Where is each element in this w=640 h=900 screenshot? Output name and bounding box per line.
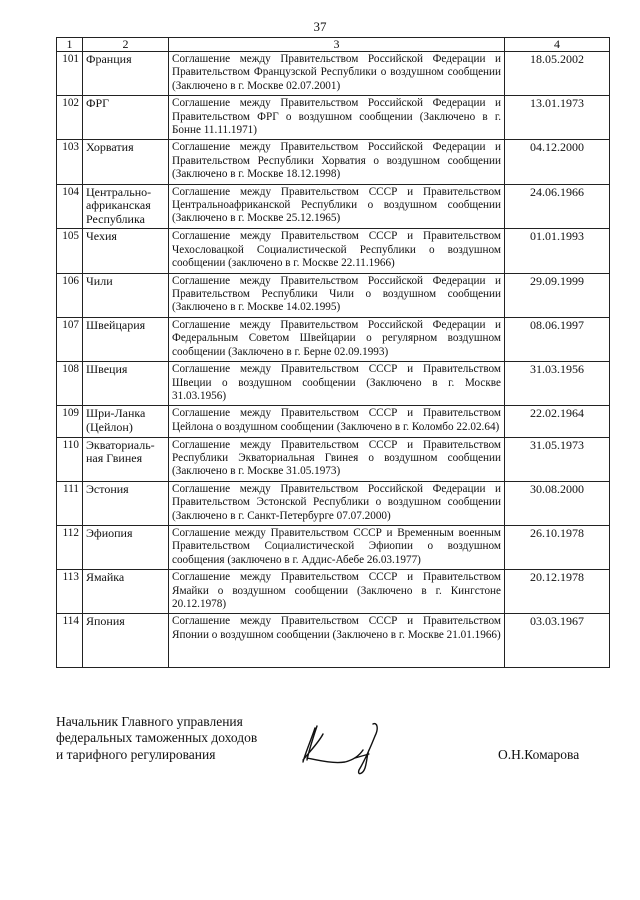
signatory-title-line: и тарифного регулирования — [56, 746, 216, 762]
row-date: 26.10.1978 — [505, 525, 610, 569]
row-agreement: Соглашение между Правительством СССР и Правительством Ямайки о воздушном сообщении (Заключено в г. Кингстоне 20.12.1978) — [169, 570, 505, 614]
row-agreement: Соглашение между Правительством Российской Федерации и Правительством Эстонской Республики о воздушном сообщении (Заключено в г. Санкт-Петербурге 07.07.2000) — [169, 481, 505, 525]
row-date: 13.01.1973 — [505, 96, 610, 140]
column-header-number: 1 — [57, 38, 83, 52]
row-number: 106 — [57, 273, 83, 317]
row-date: 03.03.1967 — [505, 614, 610, 668]
row-date: 01.01.1993 — [505, 229, 610, 273]
row-agreement: Соглашение между Правительством СССР и Правительством Швеции о воздушном сообщении (Заключено в г. Москве 31.03.1956) — [169, 362, 505, 406]
row-country: ФРГ — [83, 96, 169, 140]
row-date: 18.05.2002 — [505, 52, 610, 96]
row-number: 111 — [57, 481, 83, 525]
row-date: 24.06.1966 — [505, 184, 610, 229]
row-number: 110 — [57, 437, 83, 481]
row-number: 101 — [57, 52, 83, 96]
row-number: 102 — [57, 96, 83, 140]
table-row — [57, 570, 610, 614]
row-country: Швеция — [83, 362, 169, 406]
row-agreement: Соглашение между Правительством СССР и Правительством Чехословацкой Социалистической Республики о воздушном сообщении (заключено в г. Москве 22.11.1966) — [169, 229, 505, 273]
row-agreement: Соглашение между Правительством Российской Федерации и Правительством Французской Республики о воздушном сообщении (Заключено в г. Москве 02.07.2001) — [169, 52, 505, 96]
row-agreement: Соглашение между Правительством Российской Федерации и Правительством ФРГ о воздушном сообщении (Заключено в г. Бонне 11.11.1971) — [169, 96, 505, 140]
row-date: 31.05.1973 — [505, 437, 610, 481]
row-agreement: Соглашение между Правительством Российской Федерации и Правительством Республики Хорватия о воздушном сообщении (Заключено в г. Москве 18.12.1998) — [169, 140, 505, 184]
table-row — [57, 184, 610, 229]
row-country: Швейцария — [83, 317, 169, 361]
row-date: 22.02.1964 — [505, 406, 610, 437]
row-country: Чили — [83, 273, 169, 317]
row-date: 30.08.2000 — [505, 481, 610, 525]
signatory-title-line: Начальник Главного управления — [56, 714, 243, 729]
row-agreement: Соглашение между Правительством Российской Федерации и Правительством Республики Чили о воздушном сообщении (Заключено в г. Москве 14.02.1995) — [169, 273, 505, 317]
row-number: 114 — [57, 614, 83, 668]
row-country: Ямайка — [83, 570, 169, 614]
row-country: Франция — [83, 52, 169, 96]
row-country: Хорватия — [83, 140, 169, 184]
table-row — [57, 614, 610, 668]
signatory-name: О.Н.Комарова — [498, 747, 580, 762]
signatory-title-line: федеральных таможенных доходов — [56, 730, 258, 746]
row-agreement: Соглашение между Правительством СССР и Правительством Республики Экваториальная Гвинея о воздушном сообщении (Заключено в г. Москве 31.05.1973) — [169, 437, 505, 481]
column-header-agreement: 3 — [169, 38, 505, 52]
table-row — [57, 52, 610, 96]
table-row — [57, 481, 610, 525]
table-row — [57, 525, 610, 569]
row-country: Шри-Ланка (Цейлон) — [83, 406, 169, 437]
row-number: 107 — [57, 317, 83, 361]
row-number: 105 — [57, 229, 83, 273]
row-agreement: Соглашение между Правительством Российской Федерации и Федеральным Советом Швейцарии о регулярном воздушном сообщении (Заключено в г. Берне 02.09.1993) — [169, 317, 505, 361]
column-header-country: 2 — [83, 38, 169, 52]
table-row — [57, 273, 610, 317]
row-number: 113 — [57, 570, 83, 614]
agreements-table — [56, 37, 610, 668]
table-row — [57, 437, 610, 481]
row-date: 20.12.1978 — [505, 570, 610, 614]
page-number: 37 — [313, 19, 327, 34]
row-date: 04.12.2000 — [505, 140, 610, 184]
table-row — [57, 229, 610, 273]
row-date: 29.09.1999 — [505, 273, 610, 317]
table-row — [57, 96, 610, 140]
table-row — [57, 317, 610, 361]
row-agreement: Соглашение между Правительством СССР и Правительством Японии о воздушном сообщении (Заключено в г. Москве 21.01.1966) — [169, 614, 505, 668]
row-country: Эстония — [83, 481, 169, 525]
row-country: Эфиопия — [83, 525, 169, 569]
row-number: 103 — [57, 140, 83, 184]
row-date: 08.06.1997 — [505, 317, 610, 361]
row-country: Экваториаль-ная Гвинея — [83, 437, 169, 481]
row-agreement: Соглашение между Правительством СССР и Правительством Цейлона о воздушном сообщении (Заключено в г. Коломбо 22.02.64) — [169, 406, 505, 437]
signatory-title — [56, 714, 257, 763]
table-row — [57, 362, 610, 406]
row-country: Центрально-африканская Республика — [83, 184, 169, 229]
row-number: 104 — [57, 184, 83, 229]
table-header-row — [57, 38, 610, 52]
row-date: 31.03.1956 — [505, 362, 610, 406]
row-number: 108 — [57, 362, 83, 406]
row-agreement: Соглашение между Правительством СССР и Временным военным Правительством Социалистической Эфиопии о воздушном сообщения (заключено в г. Аддис-Абебе 26.03.1977) — [169, 525, 505, 569]
row-agreement: Соглашение между Правительством СССР и Правительством Центральноафриканской Республики о воздушном сообщении (Заключено в г. Москве 25.12.1965) — [169, 184, 505, 229]
row-number: 112 — [57, 525, 83, 569]
row-number: 109 — [57, 406, 83, 437]
handwritten-signature-icon — [293, 720, 403, 780]
column-header-date: 4 — [505, 38, 610, 52]
row-country: Чехия — [83, 229, 169, 273]
row-country: Япония — [83, 614, 169, 668]
table-row — [57, 140, 610, 184]
table-row — [57, 406, 610, 437]
